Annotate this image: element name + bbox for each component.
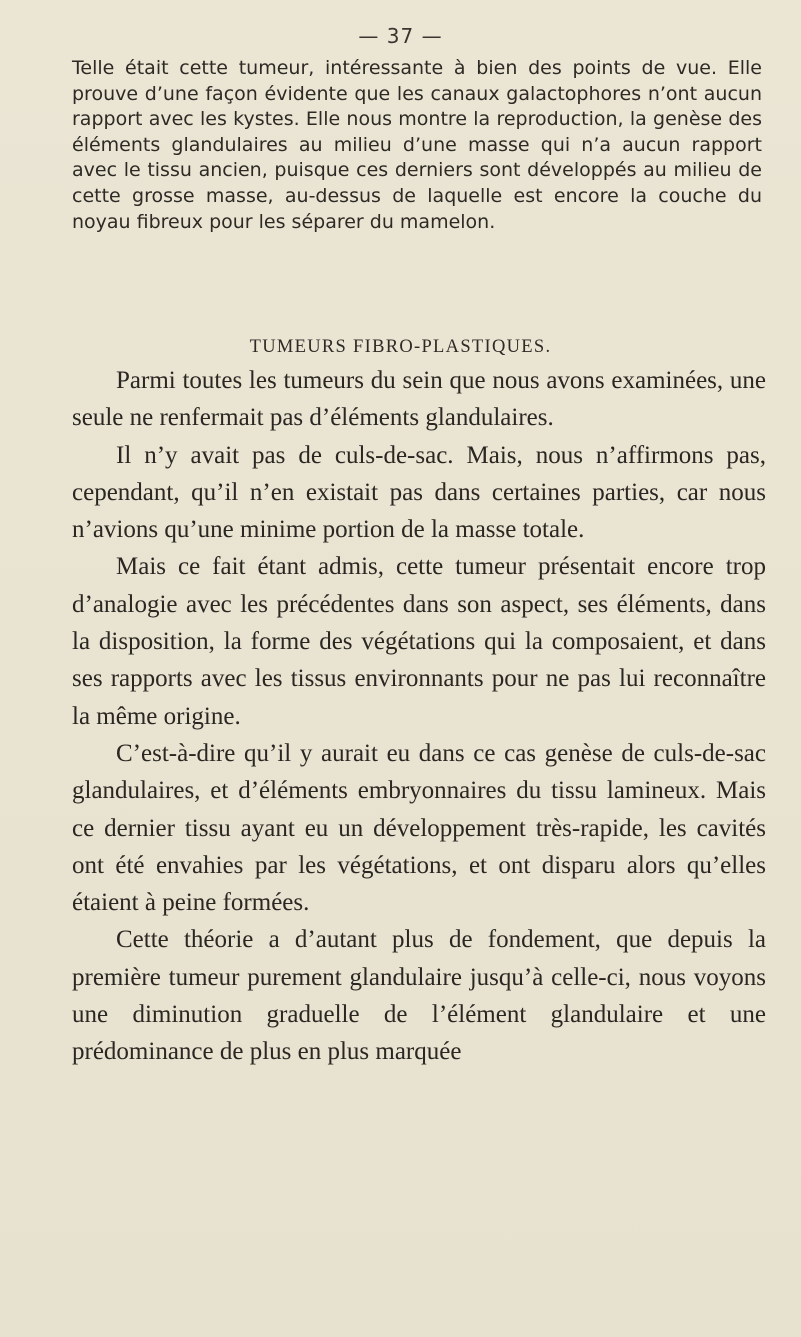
paragraph: C’est-à-dire qu’il y aurait eu dans ce cas genèse de culs-de-sac glandulaires, et d’éléments embryonnaires du tissu lamineux. Mais ce dernier tissu ayant eu un développement très-rapide, les cavités ont été envahies par les végétations, et ont disparu alors qu’elles étaient à peine formées. (72, 739, 766, 917)
page-number: — 37 — (358, 24, 443, 48)
paragraph: Cette théorie a d’autant plus de fondement, que depuis la première tumeur purement glandulaire jusqu’à celle-ci, nous voyons une diminution graduelle de l’élément glandulaire et une prédominance de plus en plus marquée (72, 926, 766, 1066)
paragraph: Mais ce fait étant admis, cette tumeur présentait encore trop d’analogie avec les précédentes dans son aspect, ses éléments, dans la disposition, la forme des végétations qui la composaient, et dans ses rapports avec les tissus environnants pour ne pas lui reconnaître la même origine. (72, 553, 766, 730)
body-text (72, 362, 766, 1071)
paragraph: Parmi toutes les tumeurs du sein que nous avons examinées, une seule ne renfermait pas d’éléments glandulaires. (72, 367, 766, 432)
intro-paragraph: Telle était cette tumeur, intéressante à bien des points de vue. Elle prouve d’une façon évidente que les canaux galactophores n’ont aucun rapport avec les kystes. Elle nous montre la reproduction, la genèse des éléments glandulaires au milieu d’une masse qui n’a aucun rapport avec le tissu ancien, puisque ces derniers sont développés au milieu de cette grosse masse, au-dessus de laquelle est encore la couche du noyau fibreux pour les séparer du mamelon. (72, 57, 762, 233)
section-heading: TUMEURS FIBRO-PLASTIQUES. (249, 337, 552, 357)
paragraph: Il n’y avait pas de culs-de-sac. Mais, nous n’affirmons pas, cependant, qu’il n’en existait pas dans certaines parties, car nous n’avions qu’une minime portion de la masse totale. (72, 441, 766, 544)
